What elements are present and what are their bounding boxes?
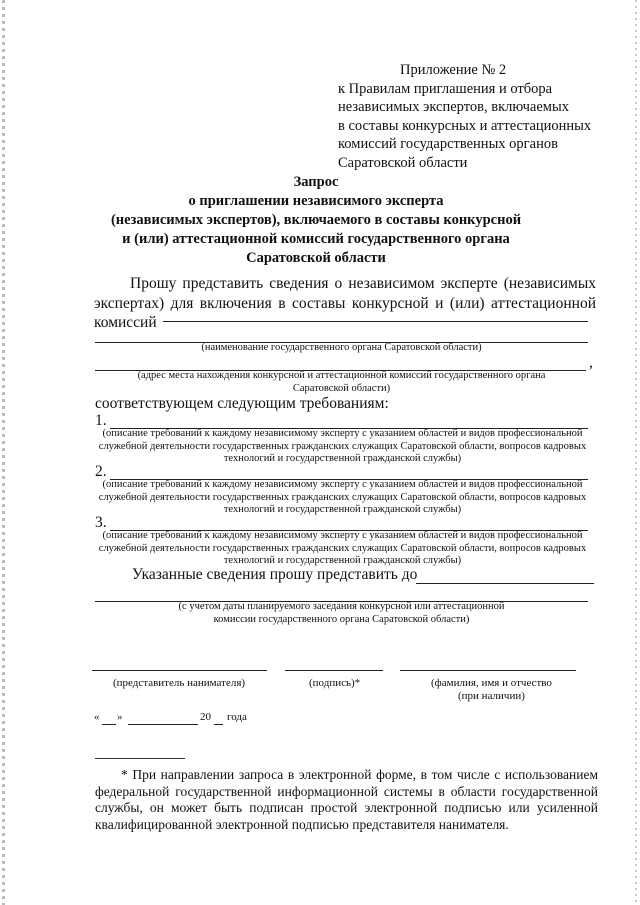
requirement-number: 3. bbox=[95, 514, 107, 531]
deadline-caption-line: комиссии государственного органа Саратовской области) bbox=[213, 613, 470, 625]
date-day-fill-line[interactable] bbox=[102, 723, 116, 725]
address-caption bbox=[95, 370, 588, 395]
full-name-caption-note: (при наличии) bbox=[458, 690, 525, 702]
address-caption-line: Саратовской области) bbox=[292, 382, 391, 394]
deadline-date-fill-line[interactable] bbox=[416, 582, 594, 584]
title-line: и (или) аттестационной комиссий государственного органа bbox=[122, 231, 510, 247]
full-name-caption: (фамилия, имя и отчество bbox=[431, 677, 552, 689]
title-line: о приглашении независимого эксперта bbox=[188, 193, 444, 209]
title-line: (независимых экспертов), включаемого в составы конкурсной bbox=[110, 212, 522, 228]
footnote-text: * При направлении запроса в электронной форме, в том числе с использованием федеральной государственной информационной системы в области государственной службы, он может быть подписан простой электронной подписью или усиленной квалифицированной электронной подписью представителя нанимателя. bbox=[95, 767, 598, 832]
requirement-caption-line: служебной деятельности государственных гражданских служащих Саратовской области, вопросов кадровых bbox=[98, 440, 587, 452]
full-name-fill-line[interactable] bbox=[400, 669, 576, 671]
date-close-quote: » bbox=[117, 711, 123, 723]
requirement-caption-line: (описание требований к каждому независимому эксперту с указанием областей и видов профессиональной bbox=[102, 479, 583, 490]
requirement-caption-line: служебной деятельности государственных гражданских служащих Саратовской области, вопросов кадровых bbox=[98, 491, 587, 503]
footnote-separator bbox=[95, 758, 185, 759]
title-line: Запрос bbox=[293, 174, 339, 190]
representative-fill-line[interactable] bbox=[92, 669, 267, 671]
requirement-caption-line: (описание требований к каждому независимому эксперту с указанием областей и видов профессиональной bbox=[102, 428, 583, 439]
title-line: Саратовской области bbox=[246, 250, 386, 266]
requirement-caption-line: технологий и государственной гражданской службы) bbox=[223, 555, 462, 566]
scan-edge-right bbox=[635, 0, 637, 905]
appendix-line: Саратовской области bbox=[338, 154, 468, 171]
date-open-quote: « bbox=[94, 711, 100, 723]
signature-fill-line[interactable] bbox=[285, 669, 383, 671]
requirement-caption bbox=[90, 428, 595, 466]
appendix-line: независимых экспертов, включаемых bbox=[338, 99, 569, 115]
date-year-fill-line[interactable] bbox=[214, 723, 223, 725]
appendix-line: к Правилам приглашения и отбора bbox=[338, 80, 553, 97]
appendix-header bbox=[338, 61, 618, 172]
requirement-caption-line: технологий и государственной гражданской службы) bbox=[223, 453, 462, 464]
requirement-caption-line: технологий и государственной гражданской службы) bbox=[223, 504, 462, 515]
footnote bbox=[95, 767, 598, 833]
org-name-caption: (наименование государственного органа Саратовской области) bbox=[201, 342, 482, 353]
requirement-caption bbox=[90, 479, 595, 517]
date-month-fill-line[interactable] bbox=[128, 723, 198, 725]
address-comma: , bbox=[589, 354, 593, 371]
document-title bbox=[96, 173, 536, 268]
requirement-caption bbox=[90, 530, 595, 568]
requirements-intro: соответствующем следующим требованиям: bbox=[95, 395, 389, 412]
deadline-caption-line: (с учетом даты планируемого заседания конкурсной или аттестационной bbox=[178, 601, 505, 612]
request-paragraph bbox=[94, 274, 596, 333]
appendix-number: Приложение № 2 bbox=[400, 62, 507, 78]
deadline-caption bbox=[95, 601, 588, 626]
appendix-line: в составы конкурсных и аттестационных bbox=[338, 117, 592, 134]
representative-caption: (представитель нанимателя) bbox=[113, 677, 246, 689]
requirement-number: 2. bbox=[95, 463, 107, 480]
request-text: Прошу представить сведения о независимом эксперте (независимых экспертах) для включения в составы конкурсной и (или) аттестационной комиссий bbox=[94, 275, 596, 331]
address-caption-line: (адрес места нахождения конкурсной и аттестационной комиссий государственного органа bbox=[137, 370, 546, 381]
scan-edge-left bbox=[2, 0, 5, 905]
signature-caption: (подпись)* bbox=[309, 677, 361, 689]
date-year-prefix: 20 bbox=[200, 711, 211, 723]
requirement-number: 1. bbox=[95, 412, 107, 429]
deadline-text: Указанные сведения прошу представить до bbox=[132, 566, 418, 583]
requirement-caption-line: служебной деятельности государственных гражданских служащих Саратовской области, вопросов кадровых bbox=[98, 542, 587, 554]
date-year-suffix: года bbox=[227, 711, 247, 723]
appendix-line: комиссий государственных органов bbox=[338, 136, 558, 152]
requirement-caption-line: (описание требований к каждому независимому эксперту с указанием областей и видов профессиональной bbox=[102, 530, 583, 541]
commission-fill-line[interactable] bbox=[163, 320, 588, 322]
